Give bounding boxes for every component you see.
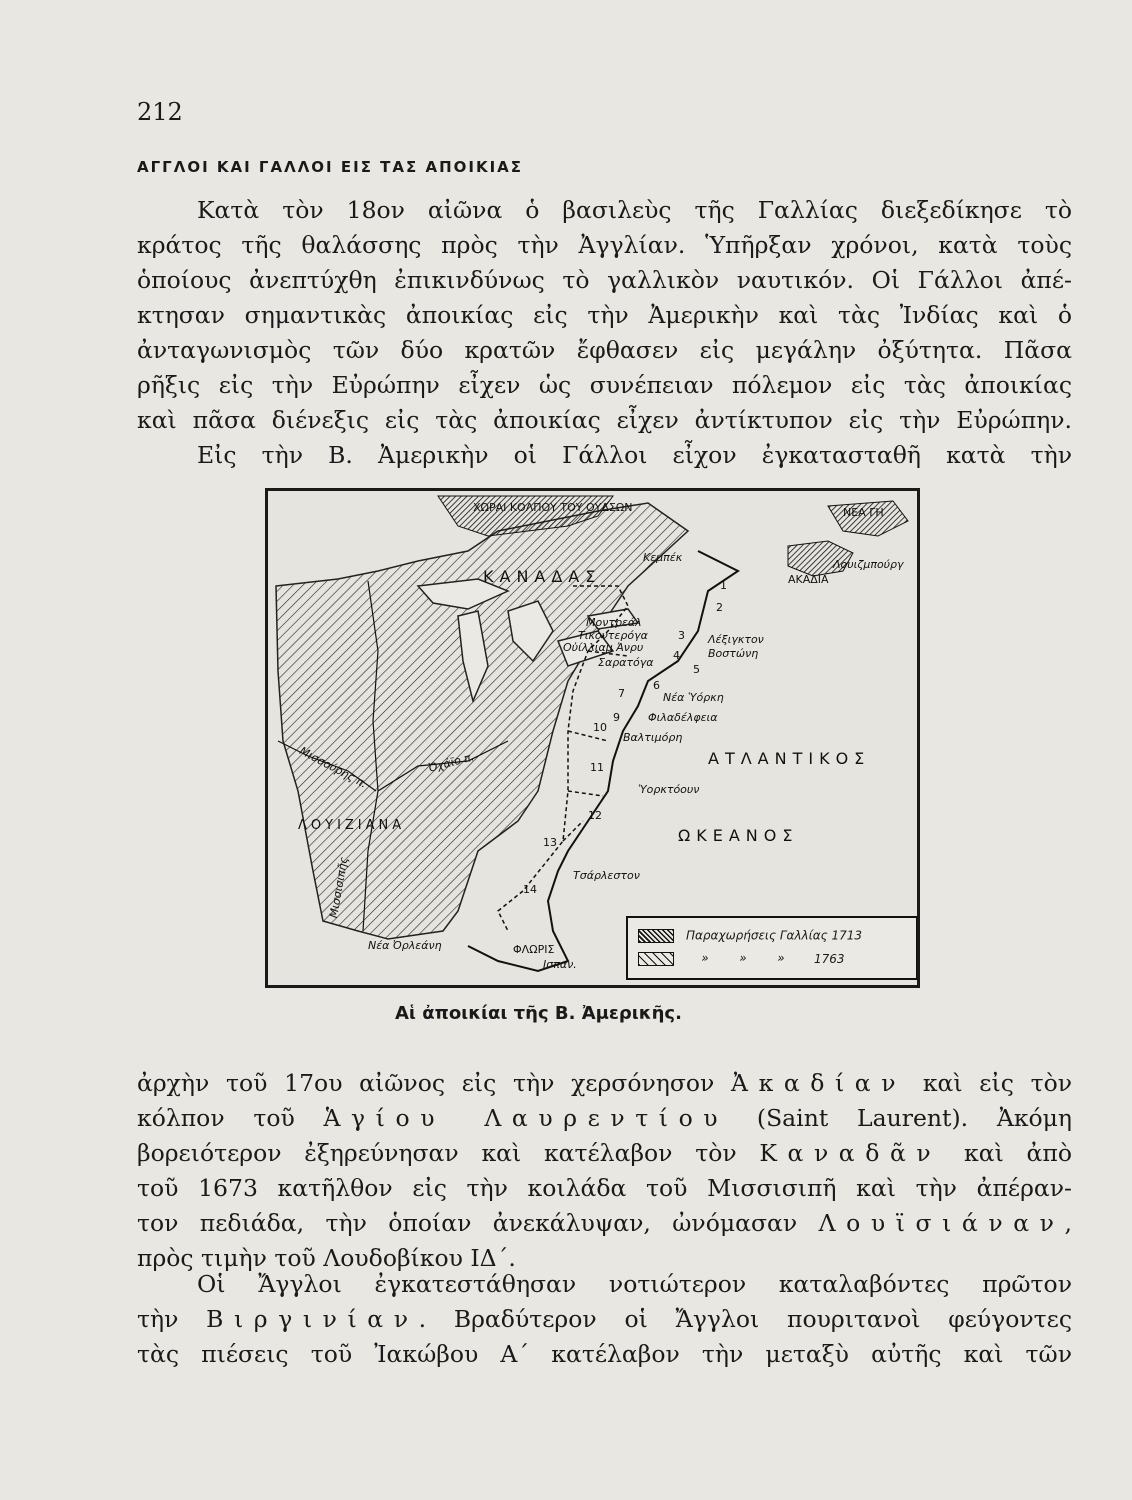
map-caption: Αἱ ἀποικίαι τῆς Β. Ἀμερικῆς. [395, 1003, 682, 1024]
colony-number: 2 [716, 601, 723, 614]
label-baltimore: Βαλτιμόρη [623, 731, 683, 744]
text-run: , [1064, 1209, 1072, 1237]
text-run: . Βραδύτερον οἱ Ἄγγλοι πουριτανοὶ φεύγοντες [418, 1305, 1072, 1333]
colony-number: 7 [618, 687, 625, 700]
label-mississippi: Μισσισιπῆς [327, 856, 351, 919]
label-boston: Βοστώνη [708, 647, 759, 660]
text-run: καὶ εἰς τὸν [906, 1069, 1073, 1097]
text-line: Οἱ Ἄγγλοι ἐγκατεστάθησαν νοτιώτερον καταλαβόντες πρῶτον [197, 1270, 1072, 1298]
text-run: (Saint Laurent). Ἀκόμη [728, 1104, 1073, 1132]
legend-ditto: » [777, 951, 785, 965]
label-louisbourg: Λουιζμπούργ [833, 558, 904, 571]
label-charleston: Τσάρλεστον [573, 869, 640, 882]
text-line: ρῆξις εἰς τὴν Εὐρώπην εἶχεν ὡς συνέπειαν πόλεμον εἰς τὰς ἀποικίας [137, 371, 1072, 399]
label-acadia: ΑΚΑΔΙΑ [788, 573, 829, 586]
text-run: ἀρχὴν τοῦ 17ου αἰῶνος εἰς τὴν χερσόνησον [137, 1069, 732, 1097]
label-montreal: Μοντρεάλ [586, 616, 642, 629]
spaced-term: Ἁγίου Λαυρεντίου [323, 1104, 729, 1132]
text-line [137, 1302, 1072, 1337]
legend-label-1713: Παραχωρήσεις Γαλλίας 1713 [686, 928, 863, 943]
label-spanish: Ισπαν. [543, 958, 577, 971]
colony-number: 3 [678, 629, 685, 642]
text-line [137, 1101, 1072, 1136]
colony-number: 10 [593, 721, 607, 734]
text-line: τὰς πιέσεις τοῦ Ἰακώβου Α΄ κατέλαβον τὴν μεταξὺ αὐτῆς καὶ τῶν [137, 1340, 1072, 1368]
colony-number: 6 [653, 679, 660, 692]
legend-ditto: » [739, 951, 747, 965]
paragraph-3 [137, 1267, 1072, 1372]
label-philadelphia: Φιλαδέλφεια [648, 711, 718, 724]
text-run: τὴν [137, 1305, 207, 1333]
label-florida: ΦΛΩΡΙΣ [513, 943, 555, 956]
colony-number: 1 [720, 579, 727, 592]
text-run: τον πεδιάδα, τὴν ὁποίαν ἀνεκάλυψαν, ὠνόμασαν [137, 1209, 819, 1237]
label-yorktown: Ὑορκτόουν [638, 783, 700, 796]
label-ohio: Ὀχάϊο π. [427, 750, 476, 775]
text-run: καὶ ἀπὸ [941, 1139, 1072, 1167]
colony-number: 9 [613, 711, 620, 724]
spaced-term: Καναδᾶν [759, 1139, 942, 1167]
spaced-term: Λουϊσιάναν [818, 1209, 1065, 1237]
colony-number: 14 [523, 883, 537, 896]
text-line [137, 1136, 1072, 1171]
colony-number: 5 [693, 663, 700, 676]
label-newfoundland: ΝΕΑ ΓΗ [843, 506, 884, 519]
label-william-henry: Οὐίλλιαμ Ἀνρυ [563, 641, 644, 654]
spaced-term: Ἀκαδίαν [731, 1069, 907, 1097]
text-run: βορειότερον ἐξηρεύνησαν καὶ κατέλαβον τὸν [137, 1139, 760, 1167]
colonies-map [265, 488, 920, 988]
text-run: κόλπον τοῦ [137, 1104, 324, 1132]
label-new-york: Νέα Ὑόρκη [663, 691, 724, 704]
legend-row-1713 [638, 928, 862, 943]
map-legend [626, 916, 918, 980]
text-line: Εἰς τὴν Β. Ἀμερικὴν οἱ Γάλλοι εἶχον ἐγκατασταθῆ κατὰ τὴν [197, 441, 1072, 469]
label-louisiana: ΛΟΥΙΖΙΑΝΑ [298, 818, 406, 833]
text-line: ἀνταγωνισμὸς τῶν δύο κρατῶν ἔφθασεν εἰς μεγάλην ὀξύτητα. Πᾶσα [137, 336, 1072, 364]
paragraph-1 [137, 193, 1072, 473]
text-line: κτησαν σημαντικὰς ἀποικίας εἰς τὴν Ἀμερικὴν καὶ τὰς Ἰνδίας καὶ ὁ [137, 301, 1072, 329]
colony-number: 4 [673, 649, 680, 662]
label-new-orleans: Νέα Ὀρλεάνη [368, 939, 442, 952]
label-hudson: ΧΩΡΑΙ ΚΟΛΠΟΥ ΤΟΥ ΟΥΔΣΩΝ [473, 501, 633, 514]
legend-row-1763 [638, 951, 845, 966]
spaced-term: Βιργινίαν [206, 1305, 419, 1333]
text-line: πρὸς τιμὴν τοῦ Λουδοβίκου ΙΔ΄. [137, 1244, 516, 1272]
text-line: Κατὰ τὸν 18ον αἰῶνα ὁ βασιλεὺς τῆς Γαλλίας διεξεδίκησε τὸ [197, 196, 1072, 224]
map-drawing [268, 491, 917, 985]
text-line [137, 1206, 1072, 1241]
legend-swatch-1763 [638, 952, 674, 966]
label-quebec: Κεμπέκ [643, 551, 683, 564]
label-ocean: ΩΚΕΑΝΟΣ [678, 826, 799, 845]
colony-number: 12 [588, 809, 602, 822]
label-canada: ΚΑΝΑΔΑΣ [483, 567, 602, 586]
label-atlantic: ΑΤΛΑΝΤΙΚΟΣ [708, 749, 871, 768]
text-line: καὶ πᾶσα διένεξις εἰς τὰς ἀποικίας εἶχεν ἀντίκτυπον εἰς τὴν Εὐρώπην. [137, 406, 1072, 434]
text-line [137, 1066, 1072, 1101]
text-line: ὁποίους ἀνεπτύχθη ἐπικινδύνως τὸ γαλλικὸν ναυτικόν. Οἱ Γάλλοι ἀπέ- [137, 266, 1072, 294]
legend-year-1763: 1763 [814, 951, 845, 966]
text-line: τοῦ 1673 κατῆλθον εἰς τὴν κοιλάδα τοῦ Μισσισιπῆ καὶ τὴν ἀπέραν- [137, 1174, 1072, 1202]
running-head: ΑΓΓΛΟΙ ΚΑΙ ΓΑΛΛΟΙ ΕΙΣ ΤΑΣ ΑΠΟΙΚΙΑΣ [137, 158, 524, 176]
text-line: κράτος τῆς θαλάσσης πρὸς τὴν Ἀγγλίαν. Ὑπῆρξαν χρόνοι, κατὰ τοὺς [137, 231, 1072, 259]
paragraph-2 [137, 1066, 1072, 1276]
label-missouri: Μισσούρης π. [297, 744, 369, 791]
colony-number: 11 [590, 761, 604, 774]
label-ticonderoga: Τικοντερόγα [578, 629, 648, 642]
page-number: 212 [137, 98, 183, 126]
legend-swatch-1713 [638, 929, 674, 943]
label-lexington: Λέξιγκτον [708, 633, 764, 646]
legend-ditto: » [701, 951, 709, 965]
colony-number: 13 [543, 836, 557, 849]
label-saratoga: Σαρατόγα [598, 656, 654, 669]
